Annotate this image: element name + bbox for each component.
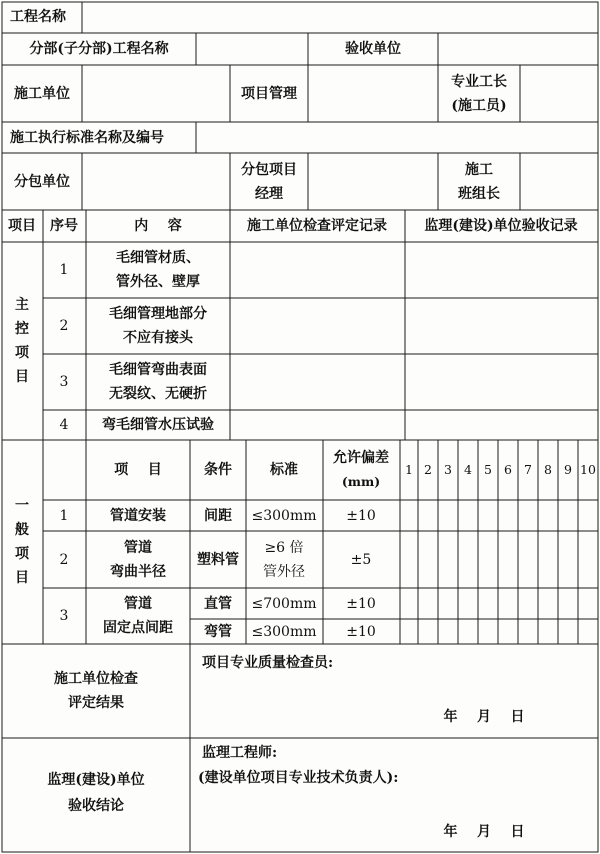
point-number: 5 xyxy=(484,462,492,477)
main-item-content-line1: 弯毛细管水压试验 xyxy=(102,417,214,433)
point-number: 7 xyxy=(524,462,532,477)
point-number: 10 xyxy=(580,462,596,477)
general-row-tolerance: ±10 xyxy=(346,508,376,524)
general-row-condition: 塑料管 xyxy=(197,552,239,568)
col-item-header: 项目 xyxy=(8,218,36,234)
construction-result-label: 施工单位检查 xyxy=(54,671,138,687)
subcontract-unit-label: 分包单位 xyxy=(14,174,70,190)
point-number: 1 xyxy=(405,462,413,477)
main-item-no: 4 xyxy=(59,417,69,433)
main-item-content-line2: 管外径、壁厚 xyxy=(116,274,200,290)
point-number: 2 xyxy=(424,462,432,477)
general-row-standard: ≤700mm xyxy=(251,596,317,612)
supervision-conclusion-label-sub: 验收结论 xyxy=(68,798,124,814)
main-item-no: 2 xyxy=(59,318,69,334)
general-row-condition: 间距 xyxy=(204,508,232,524)
main-item-content-line2: 不应有接头 xyxy=(123,330,193,346)
main-item-no: 1 xyxy=(59,262,69,278)
col-content-header: 内 容 xyxy=(134,218,182,234)
main-item-content-line1: 毛细管理地部分 xyxy=(109,306,207,322)
team-leader-label: 施工 xyxy=(465,162,493,178)
owner-rep-label: (建设单位项目专业技术负责人): xyxy=(198,770,399,786)
general-row-no: 2 xyxy=(59,552,69,568)
general-standard-header: 标准 xyxy=(270,462,298,478)
general-condition-header: 条件 xyxy=(204,462,232,478)
supervision-conclusion-label: 监理(建设)单位 xyxy=(47,772,145,788)
main-item-content-line2: 无裂纹、无硬折 xyxy=(109,386,207,402)
point-number: 4 xyxy=(464,462,472,477)
col-supervision-record-header: 监理(建设)单位验收记录 xyxy=(424,218,578,234)
construction-unit-label: 施工单位 xyxy=(14,86,70,102)
point-number: 3 xyxy=(444,462,452,477)
subproject-label: 分部(子分部)工程名称 xyxy=(29,41,169,57)
point-number: 8 xyxy=(544,462,552,477)
general-row-standard: ≥6 倍 xyxy=(264,540,304,556)
general-row-standard-line2: 管外径 xyxy=(263,564,305,580)
general-tolerance-unit: (mm) xyxy=(341,474,381,489)
main-item-content-line1: 毛细管弯曲表面 xyxy=(109,362,207,378)
main-item-content-line1: 毛细管材质、 xyxy=(116,250,200,266)
general-row-tolerance: ±5 xyxy=(350,552,372,568)
general-row-tolerance: ±10 xyxy=(346,624,376,640)
general-row-condition: 直管 xyxy=(204,596,232,612)
subcontract-manager-label: 分包项目 xyxy=(241,162,297,178)
supervision-engineer-label: 监理工程师: xyxy=(202,745,278,761)
general-label: 一般项目 xyxy=(15,498,29,586)
general-tolerance-header: 允许偏差 xyxy=(333,450,389,466)
general-row-item-line2: 弯曲半径 xyxy=(110,564,166,580)
foreman-label: 专业工长 xyxy=(451,74,507,90)
foreman-label-sub: (施工员) xyxy=(451,98,507,114)
general-row-item: 管道 xyxy=(124,596,152,612)
general-row-no: 1 xyxy=(59,508,69,524)
general-row-tolerance: ±10 xyxy=(346,596,376,612)
general-row-standard: ≤300mm xyxy=(251,624,317,640)
general-row-condition: 弯管 xyxy=(204,624,232,640)
general-row-item: 管道安装 xyxy=(110,508,166,524)
construction-result-label-sub: 评定结果 xyxy=(68,695,124,711)
main-control-label: 主控项目 xyxy=(15,297,29,385)
general-row-standard: ≤300mm xyxy=(251,508,317,524)
date-line: 年 月 日 xyxy=(443,824,525,840)
project-name-label: 工程名称 xyxy=(10,9,66,25)
col-construction-record-header: 施工单位检查评定记录 xyxy=(247,218,387,234)
main-item-no: 3 xyxy=(59,374,69,390)
general-row-no: 3 xyxy=(59,608,69,624)
acceptance-unit-label: 验收单位 xyxy=(345,41,401,57)
quality-inspector-label: 项目专业质量检查员: xyxy=(202,655,334,671)
date-line: 年 月 日 xyxy=(443,709,525,725)
standard-label: 施工执行标准名称及编号 xyxy=(10,130,164,146)
general-item-header: 项 目 xyxy=(114,462,162,478)
col-seq-header: 序号 xyxy=(50,218,78,234)
team-leader-label-sub: 班组长 xyxy=(458,186,500,202)
point-number: 6 xyxy=(504,462,512,477)
general-row-item: 管道 xyxy=(124,540,152,556)
subcontract-manager-label-sub: 经理 xyxy=(255,186,283,202)
general-row-item-line2: 固定点间距 xyxy=(103,620,173,636)
project-manager-label: 项目管理 xyxy=(241,86,297,102)
point-number: 9 xyxy=(564,462,572,477)
